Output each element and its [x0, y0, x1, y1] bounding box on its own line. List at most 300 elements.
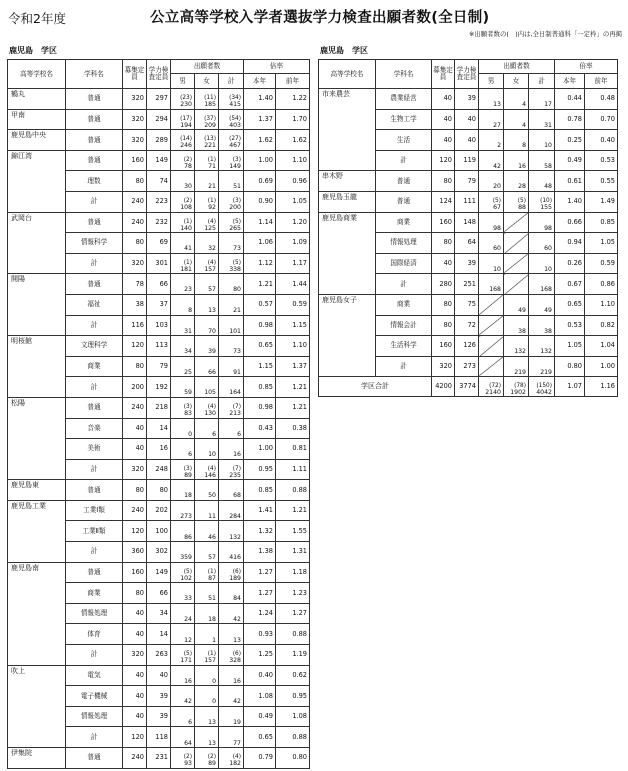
dept-name: 普通	[66, 562, 123, 583]
female-count-value: 39	[208, 348, 216, 356]
female-count-value: 1	[212, 636, 216, 644]
ratio-this-year: 0.40	[244, 665, 276, 686]
male-count-value: 67	[493, 204, 501, 212]
total-count-value: 338	[229, 265, 241, 273]
male-count	[171, 253, 195, 274]
total-count-value: 155	[540, 204, 552, 212]
quota-cell: 160	[432, 336, 455, 357]
ratio-this-year: 0.78	[555, 109, 585, 130]
male-count-quota-subset: (5)	[492, 198, 501, 205]
examinees-cell: 79	[147, 356, 171, 377]
male-count-value: 8	[188, 307, 192, 315]
ratio-last-year: 1.55	[276, 521, 310, 542]
ratio-last-year: 1.04	[585, 336, 618, 357]
dept-name: 計	[66, 315, 123, 336]
total-m-quota-subset: (72)	[489, 383, 501, 390]
school-name: 市来農芸	[319, 89, 376, 171]
total-examinees: 3774	[455, 377, 479, 397]
col-female: 女	[504, 74, 529, 89]
male-count	[171, 397, 195, 418]
quota-cell: 240	[123, 397, 147, 418]
female-count	[195, 89, 219, 110]
ratio-this-year: 1.62	[244, 130, 276, 151]
total-count-quota-subset: (6)	[232, 568, 241, 575]
male-count	[171, 212, 195, 233]
ratio-this-year: 1.00	[244, 150, 276, 171]
male-count-value: 30	[184, 183, 192, 191]
school-name: 鹿児島工業	[8, 500, 66, 562]
examinees-cell: 273	[455, 356, 479, 377]
male-count	[479, 171, 504, 192]
male-count-value: 6	[188, 451, 192, 459]
female-count	[195, 150, 219, 171]
male-count	[171, 686, 195, 707]
quota-cell: 116	[123, 315, 147, 336]
dept-name: 商業	[376, 294, 432, 315]
ratio-last-year: 0.48	[585, 89, 618, 110]
ratio-this-year: 1.14	[244, 212, 276, 233]
examinees-cell: 75	[455, 294, 479, 315]
female-count	[195, 459, 219, 480]
male-count	[171, 665, 195, 686]
female-count	[195, 500, 219, 521]
table-row	[8, 130, 310, 151]
male-count-value: 83	[184, 410, 192, 417]
examinees-cell: 294	[147, 109, 171, 130]
female-count	[504, 253, 529, 274]
total-f-quota-subset: (78)	[514, 383, 526, 390]
total-count-value: 68	[233, 492, 241, 500]
total-count-value: 58	[544, 162, 552, 170]
female-count	[195, 542, 219, 563]
total-count-value: 21	[233, 307, 241, 315]
quota-cell: 240	[123, 191, 147, 212]
table-row	[8, 109, 310, 130]
dept-name: 体育	[66, 624, 123, 645]
ratio-this-year: 0.69	[244, 171, 276, 192]
total-count	[529, 171, 555, 192]
female-count	[195, 686, 219, 707]
male-count	[171, 171, 195, 192]
female-count-value: 157	[204, 657, 216, 665]
left-applicant-table	[7, 59, 310, 769]
male-count	[171, 109, 195, 130]
female-count-value: 157	[204, 265, 216, 273]
dept-name: 情報会計	[376, 315, 432, 336]
total-count-value: 403	[229, 121, 241, 129]
quota-cell: 80	[432, 315, 455, 336]
ratio-last-year: 0.85	[585, 212, 618, 233]
dept-name: 普通	[66, 480, 123, 501]
male-count	[171, 233, 195, 254]
male-count-quota-subset: (2)	[183, 157, 192, 164]
female-count	[504, 89, 529, 110]
male-count	[171, 439, 195, 460]
female-count	[195, 603, 219, 624]
total-count	[219, 89, 244, 110]
male-count	[171, 150, 195, 171]
quota-cell: 200	[123, 377, 147, 398]
male-count-quota-subset: (23)	[180, 95, 192, 102]
dept-name: 文理科学	[66, 336, 123, 357]
dept-name: 普通	[66, 150, 123, 171]
quota-cell: 40	[123, 706, 147, 727]
ratio-this-year: 0.67	[555, 274, 585, 295]
total-count	[219, 542, 244, 563]
female-count	[504, 171, 529, 192]
total-count-quota-subset: (3)	[232, 198, 241, 205]
ratio-last-year: 0.96	[276, 171, 310, 192]
dept-name: 普通	[66, 274, 123, 295]
female-count	[195, 109, 219, 130]
female-count-value: 11	[208, 512, 216, 520]
quota-cell: 360	[123, 542, 147, 563]
ratio-last-year: 0.55	[585, 171, 618, 192]
table-row	[8, 665, 310, 686]
male-count-value: 25	[184, 368, 192, 376]
quota-cell: 80	[432, 233, 455, 254]
ratio-last-year: 0.86	[585, 274, 618, 295]
quota-cell: 320	[432, 356, 455, 377]
male-count	[171, 500, 195, 521]
male-count-value: 42	[493, 162, 501, 170]
total-count-value: 10	[544, 265, 552, 273]
examinees-cell: 289	[147, 130, 171, 151]
male-count-value: 33	[184, 595, 192, 603]
examinees-cell: 69	[147, 233, 171, 254]
total-count-value: 235	[229, 471, 241, 479]
male-count	[171, 191, 195, 212]
total-count-value: 91	[233, 368, 241, 376]
quota-cell: 80	[123, 583, 147, 604]
examinees-cell: 301	[147, 253, 171, 274]
district-total-label: 学区合計	[319, 377, 432, 397]
table-row	[8, 89, 310, 110]
ratio-last-year: 0.70	[585, 109, 618, 130]
quota-cell: 160	[123, 562, 147, 583]
table-row	[8, 562, 310, 583]
male-count	[171, 89, 195, 110]
table-row	[8, 500, 310, 521]
total-count-value: 60	[544, 245, 552, 253]
ratio-this-year: 0.80	[555, 356, 585, 377]
ratio-this-year: 1.05	[555, 336, 585, 357]
female-count-value: 57	[208, 286, 216, 294]
ratio-last-year: 0.88	[276, 480, 310, 501]
total-count	[529, 294, 555, 315]
total-count-value: 42	[233, 698, 241, 706]
total-count	[219, 727, 244, 748]
female-count-quota-subset: (11)	[204, 95, 216, 102]
male-count-quota-subset: (2)	[183, 754, 192, 761]
female-count-quota-subset: (1)	[207, 568, 216, 575]
female-count-value: 221	[204, 142, 216, 150]
total-count-value: 48	[544, 183, 552, 191]
dept-name: 普通	[66, 748, 123, 769]
total-count	[219, 459, 244, 480]
male-count	[479, 191, 504, 212]
total-count-value: 17	[544, 101, 552, 109]
dept-name: 情報処理	[376, 233, 432, 254]
col-school: 高等学校名	[319, 60, 376, 89]
female-count	[504, 274, 529, 295]
col-total: 計	[219, 74, 244, 89]
total-count-value: 16	[233, 451, 241, 459]
total-count	[219, 130, 244, 151]
total-count	[219, 624, 244, 645]
school-name: 吹上	[8, 665, 66, 747]
dept-name: 生物工学	[376, 109, 432, 130]
ratio-this-year: 1.00	[244, 439, 276, 460]
female-count	[504, 294, 529, 315]
total-count-value: 98	[544, 224, 552, 232]
examinees-cell: 39	[455, 253, 479, 274]
table-row	[319, 89, 618, 110]
examinees-cell: 218	[147, 397, 171, 418]
female-count	[504, 191, 529, 212]
examinees-cell: 297	[147, 89, 171, 110]
total-count-value: 84	[233, 595, 241, 603]
female-count	[195, 562, 219, 583]
female-count	[195, 356, 219, 377]
male-count	[171, 583, 195, 604]
ratio-this-year: 1.25	[244, 645, 276, 666]
examinees-cell: 40	[455, 130, 479, 151]
female-count	[504, 212, 529, 233]
quota-cell: 160	[123, 150, 147, 171]
dept-name: 国際経済	[376, 253, 432, 274]
dept-name: 普通	[376, 191, 432, 212]
female-count-value: 132	[514, 348, 526, 356]
female-count	[195, 336, 219, 357]
total-count	[219, 562, 244, 583]
ratio-last-year: 1.23	[276, 583, 310, 604]
school-name: 武岡台	[8, 212, 66, 274]
male-count	[171, 562, 195, 583]
ratio-last-year: 0.81	[276, 439, 310, 460]
female-count	[195, 294, 219, 315]
female-count-value: 46	[208, 533, 216, 541]
female-count-value: 66	[208, 368, 216, 376]
total-count	[529, 191, 555, 212]
quota-cell: 80	[123, 356, 147, 377]
female-count	[195, 727, 219, 748]
examinees-cell: 113	[147, 336, 171, 357]
ratio-last-year: 1.05	[585, 233, 618, 254]
ratio-last-year: 0.80	[276, 748, 310, 769]
right-region-label: 鹿児島 学区	[320, 46, 368, 55]
male-count-value: 41	[184, 245, 192, 253]
quota-cell: 40	[432, 89, 455, 110]
dept-name: 普通	[66, 130, 123, 151]
total-count	[219, 253, 244, 274]
total-m	[479, 377, 504, 397]
female-count-quota-subset: (37)	[204, 115, 216, 122]
ratio-this-year: 0.57	[244, 294, 276, 315]
quota-cell: 80	[123, 233, 147, 254]
quota-cell: 80	[123, 171, 147, 192]
ratio-this-year: 0.53	[555, 315, 585, 336]
col-quota: 募集定員	[432, 60, 455, 89]
male-count-value: 194	[180, 121, 192, 129]
female-count-value: 0	[212, 698, 216, 706]
female-count	[195, 480, 219, 501]
ratio-this-year: 0.85	[244, 480, 276, 501]
male-count	[171, 727, 195, 748]
examinees-cell: 251	[455, 274, 479, 295]
female-count-quota-subset: (1)	[207, 651, 216, 658]
total-count	[529, 150, 555, 171]
examinees-cell: 192	[147, 377, 171, 398]
total-count-value: 415	[229, 101, 241, 109]
total-count	[529, 130, 555, 151]
quota-cell: 320	[123, 89, 147, 110]
quota-cell: 120	[432, 150, 455, 171]
table-row	[8, 274, 310, 295]
female-count-quota-subset: (13)	[204, 136, 216, 143]
male-count	[479, 109, 504, 130]
quota-cell: 40	[123, 686, 147, 707]
school-name: 松陽	[8, 397, 66, 479]
examinees-cell: 34	[147, 603, 171, 624]
total-count-value: 132	[229, 533, 241, 541]
dept-name: 電気	[66, 665, 123, 686]
ratio-last-year: 1.27	[276, 603, 310, 624]
ratio-this-year: 1.40	[555, 191, 585, 212]
quota-cell: 240	[123, 500, 147, 521]
male-count	[171, 480, 195, 501]
female-count	[195, 130, 219, 151]
dept-name: 計	[66, 191, 123, 212]
total-count	[219, 274, 244, 295]
total-count	[529, 274, 555, 295]
col-last-year: 前年	[585, 74, 618, 89]
male-count	[479, 150, 504, 171]
male-count-value: 24	[184, 615, 192, 623]
ratio-this-year: 0.93	[244, 624, 276, 645]
female-count-value: 92	[208, 204, 216, 212]
quota-cell: 320	[123, 645, 147, 666]
total-count-value: 13	[233, 636, 241, 644]
male-count-value: 64	[184, 739, 192, 747]
col-male: 男	[479, 74, 504, 89]
ratio-this-year: 0.65	[555, 294, 585, 315]
total-count-quota-subset: (34)	[229, 95, 241, 102]
ratio-this-year: 0.26	[555, 253, 585, 274]
total-count-value: 77	[233, 739, 241, 747]
female-count-value: 185	[204, 101, 216, 109]
school-name: 鹿児島玉龍	[319, 191, 376, 212]
ratio-this-year: 0.66	[555, 212, 585, 233]
table-row	[8, 150, 310, 171]
male-count-quota-subset: (5)	[183, 568, 192, 575]
male-count	[171, 274, 195, 295]
dept-name: 計	[66, 542, 123, 563]
total-count-quota-subset: (4)	[232, 754, 241, 761]
examinees-cell: 263	[147, 645, 171, 666]
quota-cell: 240	[123, 748, 147, 769]
quota-cell: 320	[123, 253, 147, 274]
examinees-cell: 80	[147, 480, 171, 501]
ratio-this-year: 0.44	[555, 89, 585, 110]
male-count	[479, 294, 504, 315]
examinees-cell: 64	[455, 233, 479, 254]
ratio-this-year: 1.15	[244, 356, 276, 377]
quota-cell: 40	[432, 130, 455, 151]
total-count-value: 265	[229, 224, 241, 232]
female-count-quota-subset: (4)	[207, 218, 216, 225]
male-count-value: 16	[184, 677, 192, 685]
examinees-cell: 223	[147, 191, 171, 212]
ratio-last-year: 1.21	[276, 397, 310, 418]
total-count-quota-subset: (7)	[232, 465, 241, 472]
total-count-value: 31	[544, 121, 552, 129]
examinees-cell: 118	[147, 727, 171, 748]
ratio-last-year: 1.18	[276, 562, 310, 583]
quota-cell: 40	[432, 109, 455, 130]
ratio-this-year: 0.95	[244, 459, 276, 480]
ratio-last-year: 1.10	[276, 336, 310, 357]
ratio-this-year: 0.98	[244, 397, 276, 418]
examinees-cell: 148	[455, 212, 479, 233]
page-title: 公立高等学校入学者選抜学力検査出願者数(全日制)	[150, 10, 490, 26]
male-count-quota-subset: (3)	[183, 404, 192, 411]
examinees-cell: 66	[147, 274, 171, 295]
quota-cell: 80	[432, 294, 455, 315]
total-count-quota-subset: (7)	[232, 404, 241, 411]
female-count-value: 10	[208, 451, 216, 459]
male-count-value: 31	[184, 327, 192, 335]
total-count-value: 6	[237, 430, 241, 438]
female-count-value: 219	[514, 368, 526, 376]
ratio-this-year: 0.79	[244, 748, 276, 769]
examinees-cell: 14	[147, 418, 171, 439]
ratio-this-year: 1.24	[244, 603, 276, 624]
male-count	[171, 603, 195, 624]
female-count	[195, 645, 219, 666]
female-count	[195, 315, 219, 336]
col-applicants: 出願者数	[479, 60, 555, 74]
total-ratio-last-year: 1.16	[585, 377, 618, 397]
total-count	[219, 315, 244, 336]
female-count	[195, 748, 219, 769]
total-count	[219, 500, 244, 521]
ratio-last-year: 1.49	[585, 191, 618, 212]
total-count-value: 10	[544, 142, 552, 150]
female-count	[195, 274, 219, 295]
school-name: 伊集院	[8, 748, 66, 769]
table-row	[319, 171, 618, 192]
col-female: 女	[195, 74, 219, 89]
total-count	[529, 253, 555, 274]
ratio-this-year: 1.06	[244, 233, 276, 254]
male-count-value: 168	[489, 286, 501, 294]
total-count-value: 213	[229, 410, 241, 417]
ratio-this-year: 0.49	[555, 150, 585, 171]
examinees-cell: 66	[147, 583, 171, 604]
col-school: 高等学校名	[8, 60, 66, 89]
examinees-cell: 39	[455, 89, 479, 110]
female-count	[504, 336, 529, 357]
examinees-cell: 111	[455, 191, 479, 212]
female-count	[504, 315, 529, 336]
total-count-value: 49	[544, 307, 552, 315]
school-name: 甲南	[8, 109, 66, 130]
male-count-value: 102	[180, 574, 192, 582]
ratio-last-year: 1.05	[276, 191, 310, 212]
female-count-value: 28	[518, 183, 526, 191]
dept-name: 商業	[376, 212, 432, 233]
